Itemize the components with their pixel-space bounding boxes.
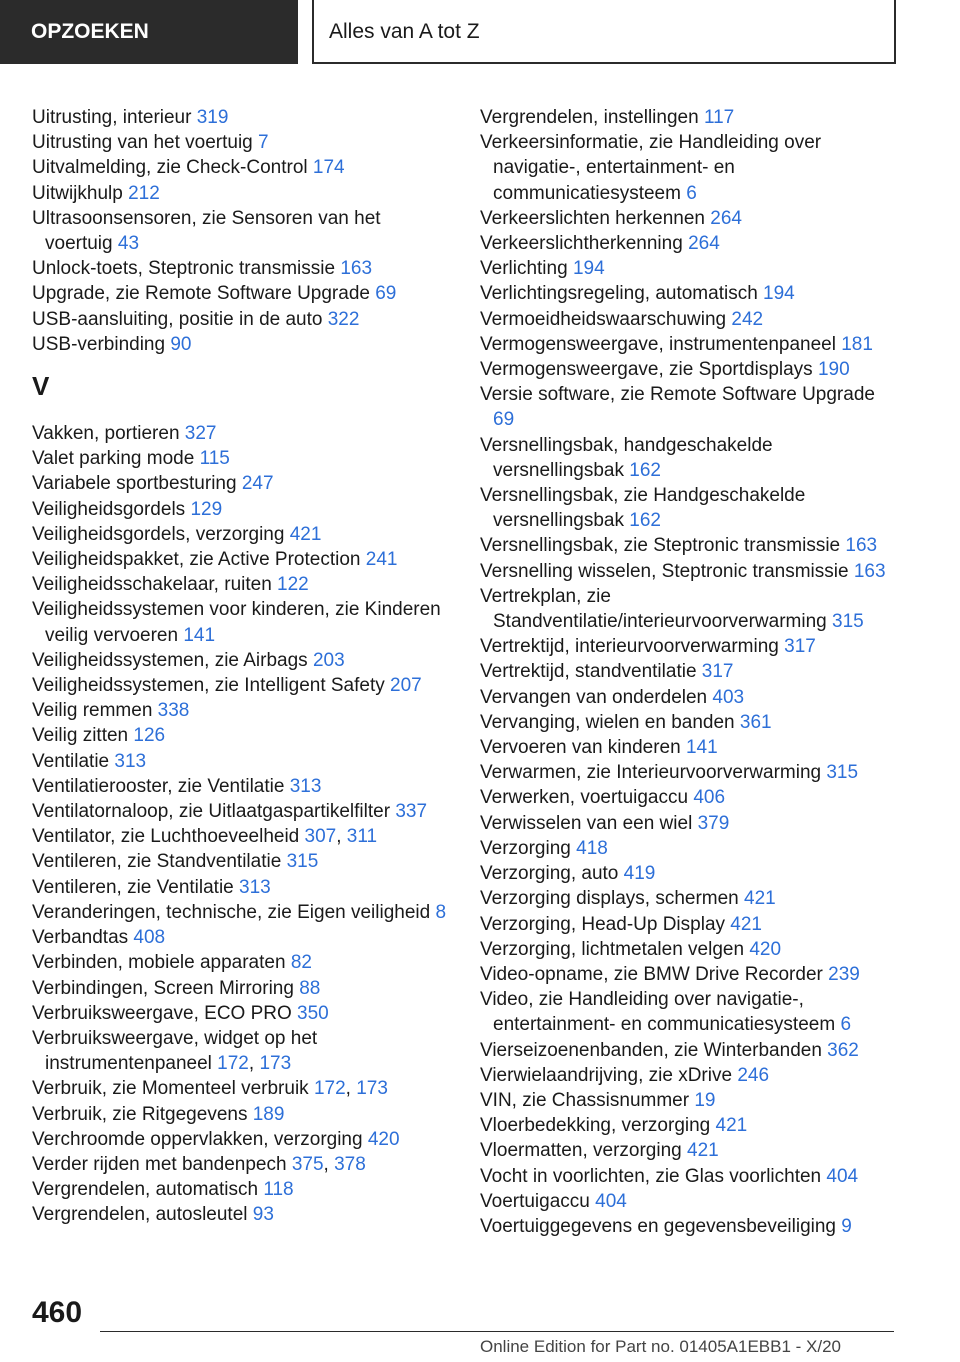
entry-term: Vloermatten, verzorging xyxy=(480,1140,687,1162)
index-entry xyxy=(32,1026,448,1076)
entry-term: Verlichting xyxy=(480,258,573,280)
entry-term: Verchroomde oppervlakken, verzorging xyxy=(32,1128,368,1150)
index-entry xyxy=(32,130,448,155)
page-link[interactable]: 418 xyxy=(576,837,608,859)
page-link[interactable]: 421 xyxy=(730,913,762,935)
page-link[interactable]: 313 xyxy=(239,876,271,898)
page-separator: , xyxy=(323,1153,335,1175)
entry-term: Vermogensweergave, zie Sportdisplays xyxy=(480,359,818,381)
index-entry xyxy=(32,849,448,874)
index-entry xyxy=(32,572,448,597)
page-link[interactable]: 69 xyxy=(375,283,397,305)
page-link[interactable]: 117 xyxy=(703,107,735,128)
entry-term: Vloerbedekking, verzorging xyxy=(480,1115,716,1137)
page-link[interactable]: 6 xyxy=(686,182,697,204)
index-entry xyxy=(32,547,448,572)
index-column-right xyxy=(480,105,900,1239)
index-entry xyxy=(480,735,900,760)
entry-term: Vakken, portieren xyxy=(32,423,185,445)
page-link[interactable]: 307 xyxy=(304,826,337,848)
page-link[interactable]: 8 xyxy=(435,901,447,923)
entry-term: Veiligheidssystemen voor kinderen, zie Kinderen veilig vervoeren xyxy=(32,599,441,646)
page-link[interactable]: 162 xyxy=(629,459,661,481)
index-entry xyxy=(480,760,900,785)
page-link[interactable]: 421 xyxy=(687,1140,719,1162)
page-link[interactable]: 69 xyxy=(493,409,515,431)
page-link[interactable]: 327 xyxy=(184,423,217,445)
page-link[interactable]: 317 xyxy=(784,636,816,658)
page-link[interactable]: 90 xyxy=(170,333,192,355)
entry-term: Verwarmen, zie Interieurvoorverwarming xyxy=(480,762,827,784)
entry-term: Vergrendelen, instellingen xyxy=(480,107,704,128)
index-entry xyxy=(480,1138,900,1163)
index-entry xyxy=(32,723,448,748)
entry-term: Verzorging, Head-Up Display xyxy=(480,913,731,935)
page-separator: , xyxy=(345,1078,357,1100)
entry-term: Verbruiksweergave, widget op het instrumentenpaneel xyxy=(32,1027,318,1075)
page-link[interactable]: 317 xyxy=(701,661,734,683)
page-link[interactable]: 421 xyxy=(289,523,322,545)
page-link[interactable]: 212 xyxy=(128,182,160,204)
entry-term: Ventileren, zie Standventilatie xyxy=(32,851,287,873)
index-entry xyxy=(480,886,900,911)
index-entry xyxy=(480,861,900,886)
entry-term: Vervanging, wielen en banden xyxy=(480,711,740,733)
page-link[interactable]: 181 xyxy=(841,333,873,355)
index-entry xyxy=(480,962,900,987)
page-link[interactable]: 404 xyxy=(826,1165,859,1187)
index-entry xyxy=(32,332,448,357)
page-separator: , xyxy=(336,826,347,848)
index-entry xyxy=(32,749,448,774)
entry-term: Verzorging xyxy=(480,837,577,859)
index-entry xyxy=(480,937,900,962)
page-link[interactable]: 203 xyxy=(312,649,345,671)
entry-term: Uitrusting van het voertuig xyxy=(32,132,259,154)
index-entry xyxy=(32,648,448,673)
index-entry xyxy=(32,824,448,849)
entry-term: Verder rijden met bandenpech xyxy=(32,1153,292,1175)
index-entry xyxy=(32,1001,448,1026)
page-link[interactable]: 189 xyxy=(252,1103,285,1125)
entry-term: Verwisselen van een wiel xyxy=(480,812,698,834)
index-entry xyxy=(32,673,448,698)
index-entry xyxy=(480,710,900,735)
page-link[interactable]: 408 xyxy=(133,927,166,949)
entry-term: Vierwielaandrijving, zie xDrive xyxy=(480,1064,738,1086)
index-entry xyxy=(32,900,448,925)
page-link[interactable]: 246 xyxy=(737,1064,770,1086)
entry-term: Vermoeidheidswaarschuwing xyxy=(480,308,732,330)
page-link[interactable]: 379 xyxy=(697,812,730,834)
entry-term: Verbinden, mobiele apparaten xyxy=(32,952,291,974)
entry-term: Versnellingsbak, zie Handgeschakelde versnellingsbak xyxy=(480,485,806,532)
page-link[interactable]: 421 xyxy=(744,888,776,910)
entry-term: Veiligheidsschakelaar, ruiten xyxy=(32,574,278,596)
entry-term: Video-opname, zie BMW Drive Recorder xyxy=(480,963,829,985)
page-link[interactable]: 322 xyxy=(327,308,360,330)
entry-term: Valet parking mode xyxy=(32,448,200,470)
index-entry xyxy=(480,533,900,558)
entry-term: Versnellingsbak, zie Steptronic transmissie xyxy=(480,535,846,557)
entry-term: Video, zie Handleiding over navigatie-, entertainment- en communicatiesysteem xyxy=(480,989,841,1036)
edition-note: Online Edition for Part no. 01405A1EBB1 - X/20 xyxy=(480,1337,842,1356)
page-link[interactable]: 118 xyxy=(263,1179,294,1201)
index-entry xyxy=(480,130,900,206)
page-link[interactable]: 315 xyxy=(826,762,859,784)
page-link[interactable]: 163 xyxy=(845,535,878,557)
page-link[interactable]: 207 xyxy=(390,675,422,697)
page-link[interactable]: 361 xyxy=(739,711,772,733)
index-entry xyxy=(480,1063,900,1088)
page-link[interactable]: 338 xyxy=(157,700,190,722)
entry-term: Verbruik, zie Ritgegevens xyxy=(32,1103,253,1125)
entry-term: Vermogensweergave, instrumentenpaneel xyxy=(480,333,842,355)
entry-term: Vertrektijd, standventilatie xyxy=(480,661,702,683)
entry-term: Verbruik, zie Momenteel verbruik xyxy=(32,1078,314,1100)
index-entry xyxy=(32,181,448,206)
page-link[interactable]: 403 xyxy=(712,686,745,708)
page-link[interactable]: 19 xyxy=(694,1089,716,1111)
page-link[interactable]: 420 xyxy=(367,1128,400,1150)
index-entry xyxy=(480,382,900,432)
entry-term: Veiligheidsgordels, verzorging xyxy=(32,523,290,545)
index-entry xyxy=(480,987,900,1037)
entry-term: Verwerken, voertuigaccu xyxy=(480,787,694,809)
page-link[interactable]: 7 xyxy=(258,132,269,154)
index-entry xyxy=(32,774,448,799)
index-entry xyxy=(32,925,448,950)
entry-term: Voertuiggegevens en gegevensbeveiliging xyxy=(480,1215,842,1237)
page-link[interactable]: 9 xyxy=(841,1215,852,1237)
page-link[interactable]: 6 xyxy=(840,1014,852,1036)
page-link[interactable]: 241 xyxy=(365,549,398,571)
entry-term: Ventilatie xyxy=(32,750,115,772)
entry-term: Vertrekplan, zie Standventilatie/interieurvoorverwarming xyxy=(480,585,832,633)
page-link[interactable]: 315 xyxy=(286,851,319,873)
index-entry xyxy=(32,1202,448,1227)
entry-term: Voertuigaccu xyxy=(480,1190,596,1212)
index-entry xyxy=(480,559,900,584)
entry-term: Veiligheidssystemen, zie Airbags xyxy=(32,649,313,671)
entry-term: USB-aansluiting, positie in de auto xyxy=(32,308,328,330)
index-entry xyxy=(480,1214,900,1239)
index-entry xyxy=(480,307,900,332)
index-entry xyxy=(32,446,448,471)
index-entry xyxy=(32,155,448,180)
page-link[interactable]: 43 xyxy=(117,233,140,255)
index-entry xyxy=(480,281,900,306)
index-entry xyxy=(32,698,448,723)
entry-term: Vierseizoenenbanden, zie Winterbanden xyxy=(480,1039,828,1061)
entry-term: Vertrektijd, interieurvoorverwarming xyxy=(480,636,785,658)
entry-term: Uitvalmelding, zie Check-Control xyxy=(32,157,313,179)
page-link[interactable]: 242 xyxy=(731,308,764,330)
index-entry xyxy=(32,307,448,332)
entry-term: Verkeerslichten herkennen xyxy=(480,207,711,229)
page-link[interactable]: 126 xyxy=(133,725,166,747)
page-link[interactable]: 319 xyxy=(196,107,229,128)
page-link[interactable]: 93 xyxy=(252,1204,274,1226)
index-entry xyxy=(480,634,900,659)
entry-term: Variabele sportbesturing xyxy=(32,473,242,495)
index-entry xyxy=(480,332,900,357)
page-link[interactable]: 115 xyxy=(199,448,230,470)
page-link[interactable]: 141 xyxy=(685,737,718,759)
page-link[interactable]: 173 xyxy=(259,1053,292,1075)
entry-term: Vervangen van onderdelen xyxy=(480,686,713,708)
index-entry xyxy=(480,1088,900,1113)
page-link[interactable]: 162 xyxy=(629,510,661,532)
entry-term: Verbindingen, Screen Mirroring xyxy=(32,977,300,999)
index-entry xyxy=(480,357,900,382)
index-entry xyxy=(480,1038,900,1063)
index-entry xyxy=(32,206,448,256)
entry-term: Unlock-toets, Steptronic transmissie xyxy=(32,258,341,280)
page-link[interactable]: 141 xyxy=(183,624,216,646)
index-entry xyxy=(480,1164,900,1189)
entry-term: Vergrendelen, automatisch xyxy=(32,1179,264,1201)
page-link[interactable]: 315 xyxy=(832,611,864,633)
entry-term: Versnellingsbak, handgeschakelde versnellingsbak xyxy=(480,434,773,481)
page-link[interactable]: 122 xyxy=(277,574,309,596)
page-link[interactable]: 311 xyxy=(346,826,378,848)
page-title: Alles van A tot Z xyxy=(312,0,896,64)
index-entry xyxy=(480,912,900,937)
page-link[interactable]: 194 xyxy=(763,283,795,305)
index-entry xyxy=(480,206,900,231)
index-entry xyxy=(480,659,900,684)
entry-term: Verzorging displays, schermen xyxy=(480,888,745,910)
page-link[interactable]: 173 xyxy=(356,1078,388,1100)
section-letter: V xyxy=(32,371,50,402)
index-entry xyxy=(32,1102,448,1127)
entry-term: Verkeersinformatie, zie Handleiding over navigatie-, entertainment- en communicatiesysteem xyxy=(480,132,822,204)
index-entry xyxy=(480,483,900,533)
entry-term: Veiligheidssystemen, zie Intelligent Safety xyxy=(32,675,391,697)
page-link[interactable]: 172 xyxy=(217,1053,249,1075)
entry-term: Vergrendelen, autosleutel xyxy=(32,1204,253,1226)
page-link[interactable]: 239 xyxy=(828,963,860,985)
entry-term: VIN, zie Chassisnummer xyxy=(480,1089,695,1111)
page-link[interactable]: 82 xyxy=(290,952,312,974)
entry-term: USB-verbinding xyxy=(32,333,171,355)
index-entry xyxy=(32,256,448,281)
page-link[interactable]: 190 xyxy=(817,359,850,381)
page-link[interactable]: 375 xyxy=(291,1153,324,1175)
entry-term: Verlichtingsregeling, automatisch xyxy=(480,283,764,305)
entry-term: Ultrasoonsensoren, zie Sensoren van het voertuig xyxy=(32,207,381,255)
index-entry xyxy=(480,231,900,256)
page-link[interactable]: 362 xyxy=(827,1039,859,1061)
page-separator: , xyxy=(248,1053,260,1075)
page-link[interactable]: 313 xyxy=(114,750,147,772)
section-tab[interactable]: OPZOEKEN xyxy=(0,0,298,64)
entry-term: Versie software, zie Remote Software Upgrade xyxy=(480,384,875,406)
index-entry xyxy=(32,281,448,306)
index-entry xyxy=(32,1152,448,1177)
page-link[interactable]: 404 xyxy=(595,1190,627,1212)
index-entry xyxy=(480,256,900,281)
page-link[interactable]: 163 xyxy=(853,560,886,582)
page-link[interactable]: 313 xyxy=(289,775,322,797)
entry-term: Uitrusting, interieur xyxy=(32,107,197,128)
index-entry xyxy=(480,584,900,634)
page-link[interactable]: 194 xyxy=(572,258,605,280)
page-link[interactable]: 264 xyxy=(688,233,720,255)
index-entry xyxy=(32,875,448,900)
page-link[interactable]: 350 xyxy=(297,1002,329,1024)
page-link[interactable]: 247 xyxy=(241,473,274,495)
page-link[interactable]: 129 xyxy=(190,498,223,520)
page-link[interactable]: 163 xyxy=(340,258,373,280)
entry-term: Veranderingen, technische, zie Eigen veiligheid xyxy=(32,901,436,923)
index-entry xyxy=(32,1127,448,1152)
entry-term: Veiligheidsgordels xyxy=(32,498,191,520)
index-entry xyxy=(32,976,448,1001)
entry-term: Verbandtas xyxy=(32,927,134,949)
index-entry xyxy=(32,799,448,824)
index-entry xyxy=(32,950,448,975)
entry-term: Upgrade, zie Remote Software Upgrade xyxy=(32,283,376,305)
entry-term: Vocht in voorlichten, zie Glas voorlichten xyxy=(480,1165,827,1187)
page-link[interactable]: 172 xyxy=(313,1078,346,1100)
index-entry xyxy=(480,836,900,861)
index-entry xyxy=(480,105,900,130)
entry-term: Verzorging, lichtmetalen velgen xyxy=(480,938,750,960)
entry-term: Uitwijkhulp xyxy=(32,182,129,204)
entry-term: Verkeerslichtherkenning xyxy=(480,233,689,255)
entry-term: Ventilatornaloop, zie Uitlaatgaspartikelfilter xyxy=(32,801,396,823)
entry-term: Vervoeren van kinderen xyxy=(480,737,686,759)
index-entry xyxy=(480,1189,900,1214)
index-entry xyxy=(480,685,900,710)
index-entry xyxy=(32,597,448,647)
index-entry xyxy=(32,497,448,522)
index-column-left xyxy=(32,105,448,1228)
entry-term: Veilig remmen xyxy=(32,700,158,722)
index-entry xyxy=(32,522,448,547)
index-entry xyxy=(32,421,448,446)
page-link[interactable]: 174 xyxy=(312,157,345,179)
page-link[interactable]: 378 xyxy=(334,1153,366,1175)
page-link[interactable]: 420 xyxy=(749,938,782,960)
page-link[interactable]: 88 xyxy=(299,977,321,999)
page-link[interactable]: 264 xyxy=(710,207,742,229)
page-link[interactable]: 406 xyxy=(693,787,726,809)
entry-term: Veilig zitten xyxy=(32,725,134,747)
page-number: 460 xyxy=(32,1296,83,1329)
index-entry xyxy=(32,105,448,130)
entry-term: Verzorging, auto xyxy=(480,863,624,885)
index-entry xyxy=(480,785,900,810)
entry-term: Ventilatierooster, zie Ventilatie xyxy=(32,775,290,797)
entry-term: Versnelling wisselen, Steptronic transmissie xyxy=(480,560,854,582)
page-link[interactable]: 421 xyxy=(715,1115,748,1137)
page-link[interactable]: 419 xyxy=(623,863,656,885)
index-entry xyxy=(32,1076,448,1101)
index-entry xyxy=(32,471,448,496)
index-entry xyxy=(480,811,900,836)
entry-term: Ventilator, zie Luchthoeveelheid xyxy=(32,826,305,848)
index-entry xyxy=(480,1113,900,1138)
entry-term: Verbruiksweergave, ECO PRO xyxy=(32,1002,298,1024)
footer-divider xyxy=(100,1331,894,1332)
entry-term: Ventileren, zie Ventilatie xyxy=(32,876,240,898)
index-entry xyxy=(32,1177,448,1202)
index-entry xyxy=(480,433,900,483)
entry-term: Veiligheidspakket, zie Active Protection xyxy=(32,549,366,571)
page-link[interactable]: 337 xyxy=(395,801,428,823)
